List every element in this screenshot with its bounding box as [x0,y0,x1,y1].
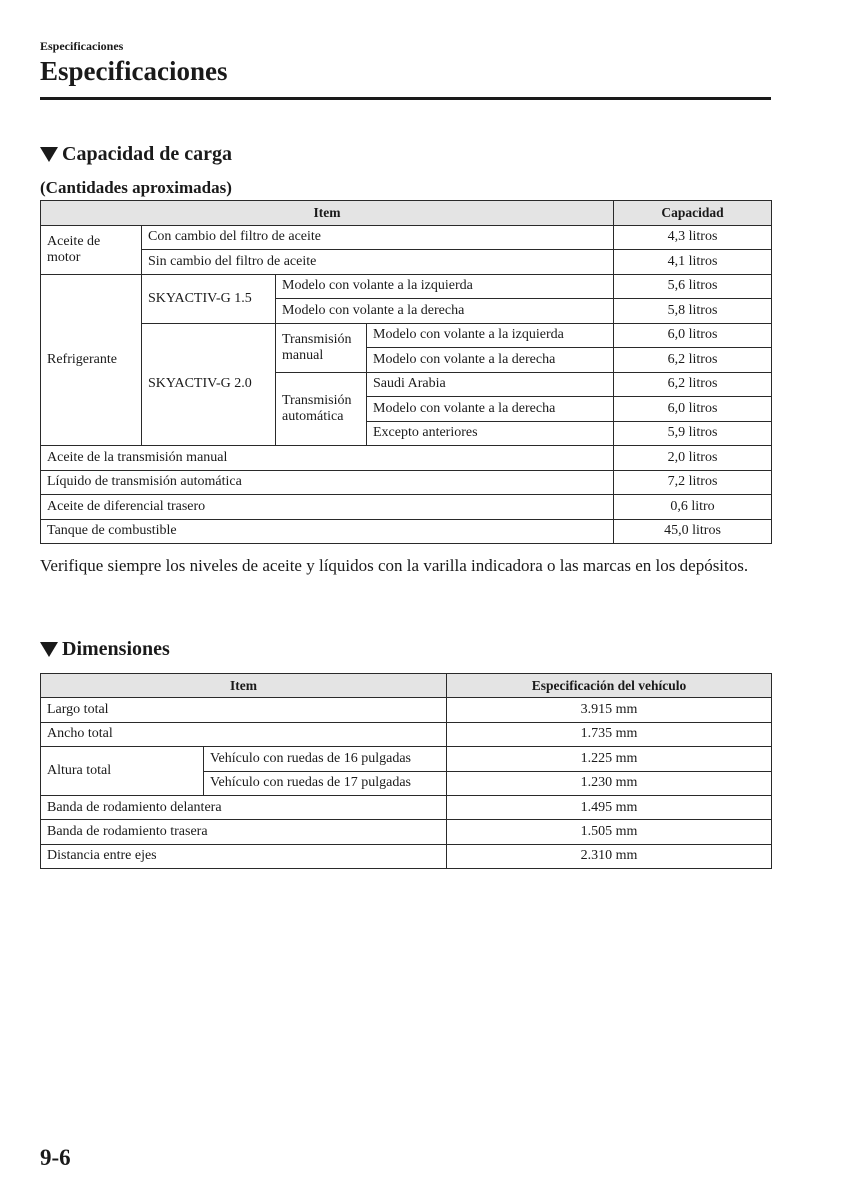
table-row [41,495,772,520]
column-header-spec: Especificación del vehículo [447,674,772,698]
note-text: Verifique siempre los niveles de aceite y líquidos con la varilla indicadora o las marcas en los depósitos. [40,556,749,575]
table-row [41,446,772,471]
row-value: 5,9 litros [614,421,772,446]
row-item: Saudi Arabia [367,372,614,397]
table-row [41,795,772,819]
table-row [41,274,772,299]
row-item: Modelo con volante a la derecha [276,299,614,324]
table-row [41,225,772,250]
row-value: 1.505 mm [447,820,772,844]
row-item: Distancia entre ejes [41,844,447,868]
row-value: 2.310 mm [447,844,772,868]
row-item: Aceite de la transmisión manual [41,446,614,471]
table-row [41,519,772,544]
row-item: Aceite de diferencial trasero [41,495,614,520]
row-item: Con cambio del filtro de aceite [142,225,614,250]
row-item: Modelo con volante a la izquierda [367,323,614,348]
row-item: Banda de rodamiento delantera [41,795,447,819]
automatic-transmission-label: Transmisión automática [276,372,367,446]
row-item: Modelo con volante a la izquierda [276,274,614,299]
engine-g15-label: SKYACTIV-G 1.5 [142,274,276,323]
row-item: Líquido de transmisión automática [41,470,614,495]
row-item: Vehículo con ruedas de 16 pulgadas [204,747,447,771]
coolant-label: Refrigerante [41,274,142,446]
row-value: 4,1 litros [614,250,772,275]
title-rule [40,97,771,100]
row-item: Modelo con volante a la derecha [367,348,614,373]
row-value: 2,0 litros [614,446,772,471]
table-row [41,698,772,722]
table-row [41,722,772,746]
capacity-subheading: (Cantidades aproximadas) [40,178,232,197]
dimensions-heading [40,637,170,661]
table-row [41,820,772,844]
row-item: Modelo con volante a la derecha [367,397,614,422]
table-row [41,470,772,495]
row-value: 6,2 litros [614,348,772,373]
row-item: Sin cambio del filtro de aceite [142,250,614,275]
row-value: 0,6 litro [614,495,772,520]
table-row [41,323,772,348]
engine-g20-label: SKYACTIV-G 2.0 [142,323,276,446]
row-value: 4,3 litros [614,225,772,250]
capacity-heading [40,142,232,166]
table-row [41,250,772,275]
column-header-item: Item [41,674,447,698]
row-value: 1.230 mm [447,771,772,795]
row-value: 45,0 litros [614,519,772,544]
manual-transmission-label: Transmisión manual [276,323,367,372]
table-header-row [41,674,772,698]
row-item: Banda de rodamiento trasera [41,820,447,844]
row-value: 6,0 litros [614,323,772,348]
row-value: 7,2 litros [614,470,772,495]
row-value: 1.495 mm [447,795,772,819]
row-value: 1.735 mm [447,722,772,746]
capacity-table [40,200,772,544]
row-item: Vehículo con ruedas de 17 pulgadas [204,771,447,795]
page-title: Especificaciones [40,56,228,86]
table-header-row [41,201,772,226]
column-header-capacity: Capacidad [614,201,772,226]
dimensions-heading-text: Dimensiones [62,638,170,660]
row-value: 6,0 litros [614,397,772,422]
row-value: 1.225 mm [447,747,772,771]
row-value: 5,6 litros [614,274,772,299]
running-header: Especificaciones [40,39,124,53]
row-item: Ancho total [41,722,447,746]
row-item: Excepto anteriores [367,421,614,446]
dimensions-table [40,673,772,869]
triangle-down-icon [40,147,58,162]
row-item: Largo total [41,698,447,722]
row-value: 6,2 litros [614,372,772,397]
page-number: 9-6 [40,1145,71,1170]
height-label: Altura total [41,747,204,796]
table-row [41,844,772,868]
row-value: 3.915 mm [447,698,772,722]
row-item: Tanque de combustible [41,519,614,544]
table-row [41,747,772,771]
engine-oil-label: Aceite de motor [41,225,142,274]
row-value: 5,8 litros [614,299,772,324]
capacity-heading-text: Capacidad de carga [62,143,232,165]
triangle-down-icon [40,642,58,657]
column-header-item: Item [41,201,614,226]
